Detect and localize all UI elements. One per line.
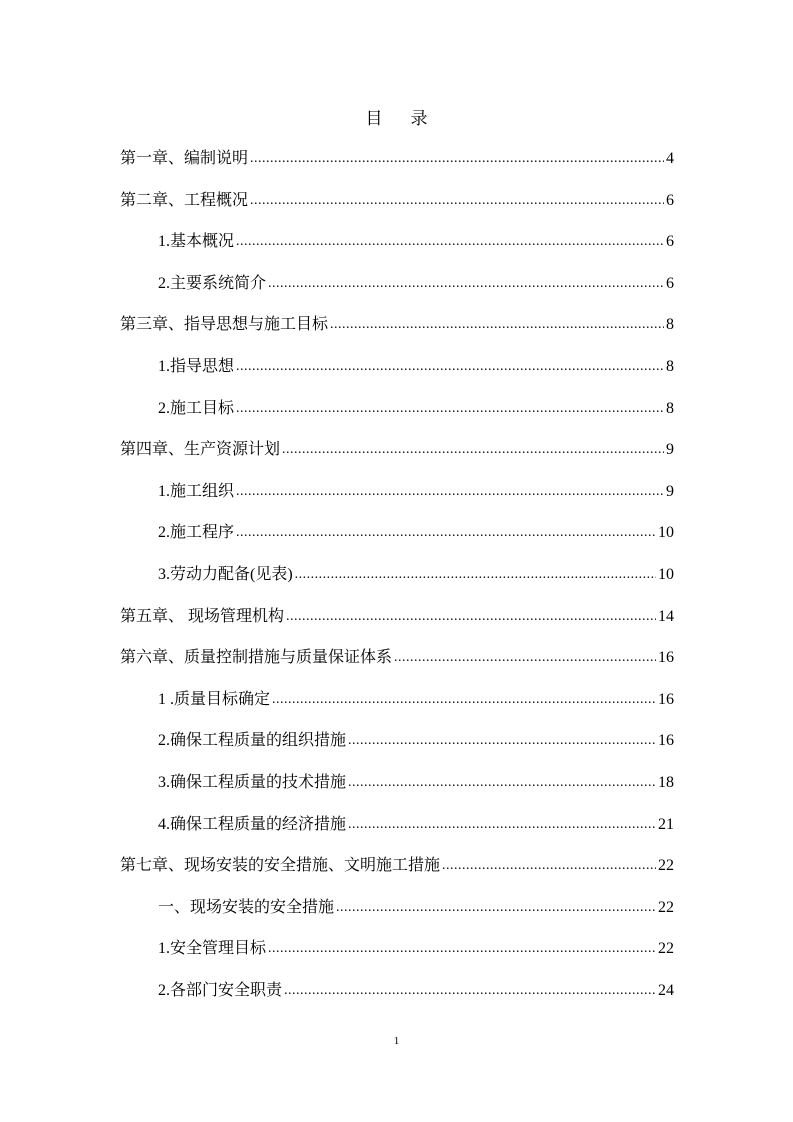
- toc-entry-page: 16: [658, 690, 674, 708]
- toc-entry-label: 2.确保工程质量的组织措施: [158, 732, 347, 750]
- table-of-contents: [120, 138, 674, 1011]
- toc-entry-label: 2.主要系统简介: [158, 274, 267, 292]
- toc-chapter-entry[interactable]: [120, 637, 674, 679]
- toc-entry-page: 22: [658, 898, 674, 916]
- toc-entry-label: 2.施工目标: [158, 399, 235, 417]
- toc-entry-label: 1.基本概况: [158, 233, 235, 251]
- dot-leader: [348, 804, 656, 846]
- toc-entry-page: 10: [658, 565, 674, 583]
- dot-leader: [236, 346, 664, 388]
- toc-entry-label: 3.确保工程质量的技术措施: [158, 773, 347, 791]
- toc-subentry[interactable]: [120, 679, 674, 721]
- toc-entry-label: 4.确保工程质量的经济措施: [158, 815, 347, 833]
- toc-subentry[interactable]: [120, 887, 674, 929]
- toc-entry-page: 21: [658, 815, 674, 833]
- toc-entry-label: 一、现场安装的安全措施: [158, 898, 335, 916]
- dot-leader: [236, 512, 656, 554]
- toc-entry-label: 1.指导思想: [158, 357, 235, 375]
- page-number: 1: [393, 1035, 400, 1047]
- toc-entry-page: 6: [666, 233, 674, 251]
- toc-subentry[interactable]: [120, 512, 674, 554]
- toc-subentry[interactable]: [120, 471, 674, 513]
- dot-leader: [236, 471, 664, 513]
- toc-entry-label: 第三章、指导思想与施工目标: [120, 316, 329, 334]
- toc-entry-label: 第二章、工程概况: [120, 191, 249, 209]
- toc-entry-page: 8: [666, 357, 674, 375]
- toc-entry-label: 第一章、编制说明: [120, 150, 249, 167]
- toc-entry-page: 18: [658, 773, 674, 791]
- toc-subentry[interactable]: [120, 970, 674, 1012]
- toc-entry-label: 1.施工组织: [158, 482, 235, 500]
- toc-entry-page: 16: [658, 732, 674, 750]
- toc-entry-page: 22: [658, 857, 674, 875]
- toc-entry-label: 1.安全管理目标: [158, 940, 267, 958]
- toc-subentry[interactable]: [120, 762, 674, 804]
- toc-chapter-entry[interactable]: [120, 845, 674, 887]
- dot-leader: [295, 554, 656, 596]
- toc-entry-label: 第四章、生产资源计划: [120, 441, 281, 459]
- toc-entry-page: 6: [666, 274, 674, 292]
- toc-subentry[interactable]: [120, 554, 674, 596]
- toc-chapter-entry[interactable]: [120, 304, 674, 346]
- dot-leader: [268, 263, 664, 305]
- toc-entry-page: 8: [666, 316, 674, 334]
- dot-leader: [286, 596, 656, 638]
- toc-entry-label: 2.施工程序: [158, 524, 235, 542]
- toc-subentry[interactable]: [120, 263, 674, 305]
- toc-title-char-2: 录: [410, 109, 428, 128]
- toc-entry-page: 8: [666, 399, 674, 417]
- toc-entry-page: 9: [666, 441, 674, 459]
- toc-entry-page: 14: [658, 607, 674, 625]
- dot-leader: [236, 221, 664, 263]
- dot-leader: [236, 388, 664, 430]
- toc-entry-page: 9: [666, 482, 674, 500]
- toc-chapter-entry[interactable]: [120, 596, 674, 638]
- toc-title-char-1: 目: [365, 109, 383, 128]
- toc-entry-label: 第六章、质量控制措施与质量保证体系: [120, 649, 393, 667]
- toc-subentry[interactable]: [120, 346, 674, 388]
- toc-entry-page: 6: [666, 191, 674, 209]
- toc-entry-label: 3.劳动力配备(见表): [158, 565, 293, 583]
- dot-leader: [250, 180, 664, 222]
- toc-chapter-entry[interactable]: [120, 138, 674, 180]
- dot-leader: [348, 720, 656, 762]
- dot-leader: [336, 887, 656, 929]
- dot-leader: [250, 138, 664, 180]
- toc-subentry[interactable]: [120, 928, 674, 970]
- toc-title: [0, 104, 793, 129]
- toc-entry-label: 第七章、现场安装的安全措施、文明施工措施: [120, 857, 441, 875]
- toc-entry-label: 2.各部门安全职责: [158, 981, 283, 999]
- toc-entry-page: 16: [658, 649, 674, 667]
- toc-chapter-entry[interactable]: [120, 429, 674, 471]
- dot-leader: [284, 970, 656, 1012]
- toc-entry-page: 24: [658, 981, 674, 999]
- dot-leader: [394, 637, 656, 679]
- toc-entry-label: 第五章、 现场管理机构: [120, 607, 285, 625]
- toc-subentry[interactable]: [120, 221, 674, 263]
- toc-entry-page: 10: [658, 524, 674, 542]
- dot-leader: [330, 304, 664, 346]
- toc-subentry[interactable]: [120, 388, 674, 430]
- dot-leader: [272, 679, 656, 721]
- dot-leader: [282, 429, 664, 471]
- dot-leader: [348, 762, 656, 804]
- dot-leader: [268, 928, 656, 970]
- toc-chapter-entry[interactable]: [120, 180, 674, 222]
- toc-subentry[interactable]: [120, 804, 674, 846]
- toc-entry-page: 22: [658, 940, 674, 958]
- toc-subentry[interactable]: [120, 720, 674, 762]
- toc-entry-label: 1 .质量目标确定: [158, 690, 271, 708]
- dot-leader: [442, 845, 656, 887]
- toc-entry-page: 4: [666, 150, 674, 167]
